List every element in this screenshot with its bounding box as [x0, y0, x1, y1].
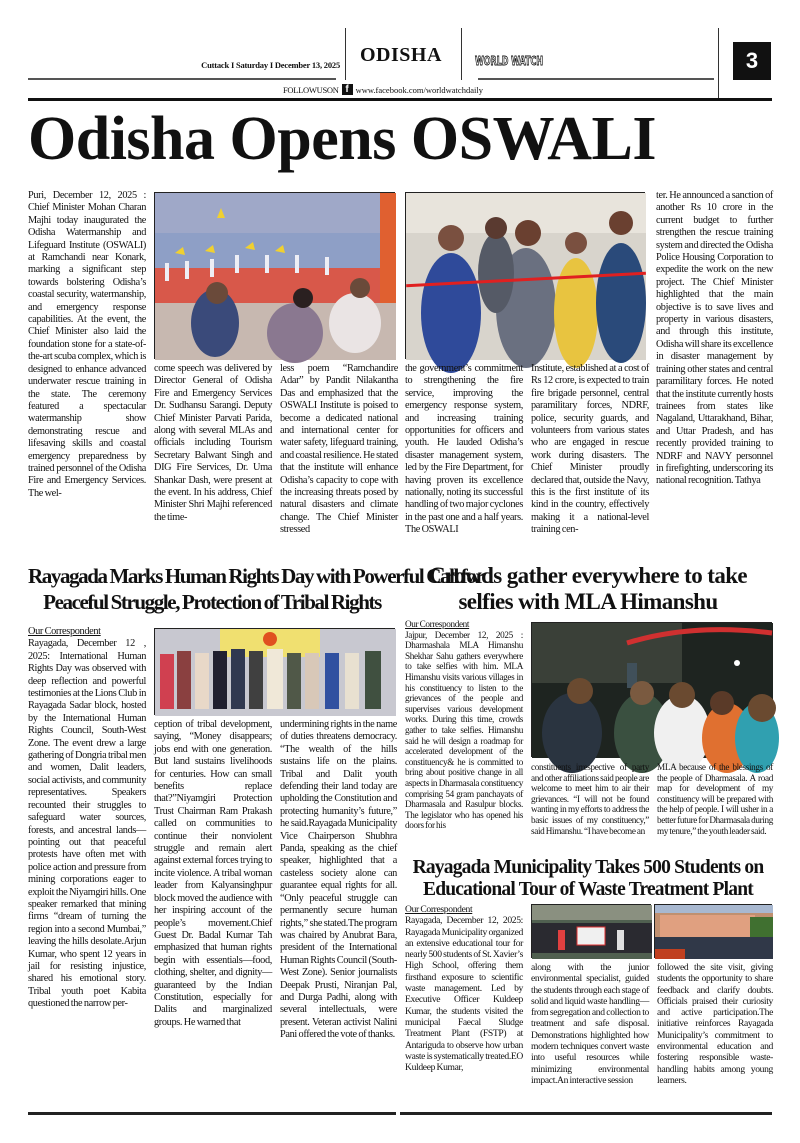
facebook-icon[interactable]: f	[342, 84, 353, 95]
selfie-headline-line1: Crowds gather everywhere to take	[428, 563, 748, 588]
rights-headline-line1: Rayagada Marks Human Rights Day with Powerful Call for	[28, 564, 484, 588]
selfie-story-text: Jajpur, December 12, 2025 : Dharmashala MLA Himanshu Shekhar Sahu gathers everywhere to take selfies with him. MLA Himanshu visits various villages in his constituency to listen to the grievances of the people and supervises various development works. During this time, crowds gather to take selfies. Himanshu said he will design a roadmap for accelerated development of the constituency& he is committed to bring about positive change in all aspects in Dharmasala constituency comprising 54 gram panchayats of Dharmasala and Rasulpur blocks. The legislator who has opened his doors for his	[405, 629, 523, 831]
waste-story-text: Rayagada, December 12, 2025: Rayagada Municipality organized an extensive educational tour for nearly 500 students of St. Xavier’s High School, offering them firsthand exposure to scientific waste management. Led by Executive Officer Kuldeep Kumar, the students visited the municipal Faecal Sludge Treatment Plant (FSTP) at Antariguda to observe how urban waste is systematically treated.EO Kuldeep Kumar,	[405, 915, 523, 1074]
waste-story-column: along with the junior environmental specialist, guided the students through each stage of solid and liquid waste handling—from segregation and collection to treatment and safe disposal. Demonstrations highlighted how modern techniques convert waste into useful resources while minimizing environmental impact.An interactive session	[531, 962, 649, 1086]
waste-story-column	[405, 904, 523, 1108]
masthead-divider	[461, 28, 462, 80]
follow-us-line	[283, 84, 483, 95]
rights-headline-line2: Peaceful Struggle, Protection of Tribal Rights	[43, 590, 381, 614]
lead-story-column: Puri, December 12, 2025 : Chief Minister Mohan Charan Majhi today inaugurated the Odisha Watermanship and Lifeguard Institute (OSWALI) at Ramchandi near Konark, marking a significant step towards bolstering Odisha’s coastal security, watermanship, and emergency response capabilities. At the event, the Chief Minister also laid the foundation stone for a state-of-the-art scuba complex, which is designed to enhance advanced underwater rescue training in the state. The ceremony featured a spectacular watermanship show demonstrating rescue and lifesaving skills and coastal emergency preparedness by trained personnel of the Odisha Fire and Emergency Services. The wel-	[28, 190, 146, 499]
rights-story-text: Rayagada, December 12 , 2025: International Human Rights Day was observed with deep reflection and powerful testimonies at the Lions Club in Rayagada Sadar block, hosted by the International Human Rights Council, South-West Zone. The event drew a large gathering of Dongria tribal men and women, Dalit leaders, social activists, and community representatives. Speakers recounted their struggles to safeguard water sources, forests, and ancestral lands—pointing out that peaceful protests have often met with police action and pressure from mining corporations eager to exploit the Niyamgiri hills. One speaker remarked that mining firms “dream of turning the region into a second Mumbai,” leaving the hills desolate.Arjun Kumar, who spent 12 years in jail for resisting injustice, shared his emotional story. Tribal youth poet Kabita questioned the narrow per-	[28, 638, 146, 1010]
rights-story-column: ception of tribal development, saying, “Money disappears; jobs end with one generation. But land sustains livelihoods for centuries. How can small benefits replace that?”Niyamgiri Protection Trust Chairman Ram Prakash called on communities to continue their nonviolent struggle and remain alert against external forces trying to incite violence. A tribal woman leader from Kalyansinghpur block moved the audience with her inspiring account of the people’s movement.Chief Guest Dr. Badal Kumar Tah emphasized that human rights begin with essentials—food, clothing, shelter, and dignity—guaranteed by the Indian Constitution, especially for Dalits and marginalized groups. He warned that	[154, 719, 272, 1028]
lead-story-column: the government’s commitment to strengthening the fire service, improving the emergency response system, and increasing training opportunities for officers and youth. He lauded Odisha’s disaster management system, led by the Fire Department, for having proven its excellence nationally, noting its successful handling of two major cyclones in the past one and a half years. The OSWALI	[405, 363, 523, 536]
lead-story-column: Institute, established at a cost of Rs 12 crore, is expected to train fire brigade personnel, central paramilitary forces, NDRF, police, security guards, and volunteers from various states who are engaged in rescue work during disasters. The Chief Minister proudly declared that, outside the Navy, this is the first institute of its kind in the country, effectively making it a national-level training cen-	[531, 363, 649, 536]
ribbon-cutting-photo	[405, 192, 645, 359]
selfie-byline: Our Correspondent	[405, 619, 470, 629]
masthead-divider	[345, 28, 346, 80]
lead-story-column: come speech was delivered by Director General of Odisha Fire and Emergency Services Dr. Sudhansu Sarangi. Deputy Chief Minister Parvati Parida, along with several MLAs and officials including Tourism Secretary Balwant Singh and DIG Fire Services, Dr. Uma Shankar Dash, were present at the event. In his address, Chief Minister Shri Majhi referenced the time-	[154, 363, 272, 523]
story-separator-rule	[400, 1112, 772, 1115]
waste-headline-line1: Rayagada Municipality Takes 500 Students on	[412, 857, 764, 878]
dateline: Cuttack I Saturday I December 13, 2025	[201, 60, 340, 70]
rights-story-column	[28, 626, 146, 1108]
waste-byline: Our Correspondent	[405, 904, 473, 915]
svg-text:WORLD WATCH: WORLD WATCH	[475, 54, 543, 68]
selfie-story-column: constituents irrespective of party and other affiliations said people are welcome to meet him to air their grievances. “I will not be found wanting in my efforts to address the basic issues of my constituency,” said Himanshu. “I have become an	[531, 762, 649, 836]
masthead-rule	[28, 78, 336, 80]
story-separator-rule	[28, 1112, 396, 1115]
lead-story-column: less poem “Ramchandire Adar” by Pandit Nilakantha Das and emphasized that the OSWALI Institute is poised to become a dedicated national and international center for water safety, lifeguard training, and coastal resilience. He stated that the institute will enhance Odisha’s capacity to cope with the increasing threats posed by natural disasters and climate change. The Chief Minister stressed	[280, 363, 398, 536]
masthead-bottom-rule	[28, 98, 772, 101]
follow-label: FOLLOWUSON	[283, 84, 339, 95]
waste-headline-line2: Educational Tour of Waste Treatment Plant	[423, 879, 753, 900]
students-building-photo	[654, 904, 772, 958]
page-number: 3	[733, 42, 771, 80]
world-watch-logo	[474, 44, 544, 72]
selfie-headline-line2: selfies with MLA Himanshu	[458, 589, 718, 614]
section-title: ODISHA	[360, 44, 442, 66]
rights-story-column: undermining rights in the name of duties threatens democracy. “The wealth of the hills sustains life on the plains. Tribal and Dalit youth defending their land today are upholding the Constitution and protecting humanity’s future,” he said.Rayagada Municipality Vice Chairperson Shubhra Panda, speaking as the chief speaker, highlighted that a casteless society alone can guarantee equal rights for all. “Only peaceful struggle can permanently secure human rights,” she stated.The program was chaired by Anubrat Bara, president of the International Human Rights Council (South-West Zone). Senior journalists Deepak Prusti, Niranjan Pal, and Durga Padhi, along with several intellectuals, were present. Veteran activist Nalini Pani offered the vote of thanks.	[280, 719, 397, 1041]
lead-headline: Odisha Opens OSWALI	[28, 105, 656, 173]
human-rights-day-photo	[154, 628, 395, 715]
facebook-link[interactable]: www.facebook.com/worldwatchdaily	[355, 84, 483, 95]
students-banner-photo	[531, 904, 651, 958]
mla-selfie-photo	[531, 622, 772, 757]
selfie-story-column	[405, 619, 523, 855]
selfie-story-column: MLA because of the blessings of the people of Dharmasala. A road map for development of my constituency will be prepared with the help of people. I will usher in a better future for Dharmasala during my tenure,” the youth leader said.	[657, 762, 773, 836]
watermanship-show-photo	[154, 192, 395, 359]
rights-byline: Our Correspondent	[28, 626, 101, 637]
masthead-divider	[718, 28, 719, 100]
lead-story-column: ter. He announced a sanction of another Rs 10 crore in the current budget to further strengthen the rescue training system and directed the Odisha Police Housing Corporation to expedite the work on the new project. The Chief Minister highlighted that the main objective is to save lives and property in various disasters, and through this institute, Odisha will share its excellence in disaster management by training other states and central paramilitary forces. He noted that the institute currently hosts trainees from states like Nagaland, Uttarakhand, Bihar, and Uttar Pradesh, and has recently provided training to NDRF and NAVY personnel in firefighting, underscoring its national recognition. Tathya	[656, 190, 773, 487]
waste-story-column: followed the site visit, giving students the opportunity to share feedback and clarify doubts. Officials praised their curiosity and active participation.The initiative reinforces Rayagada Municipality’s commitment to environmental education and fostering responsible waste-handling habits among young learners.	[657, 962, 773, 1086]
masthead-rule	[478, 78, 714, 80]
